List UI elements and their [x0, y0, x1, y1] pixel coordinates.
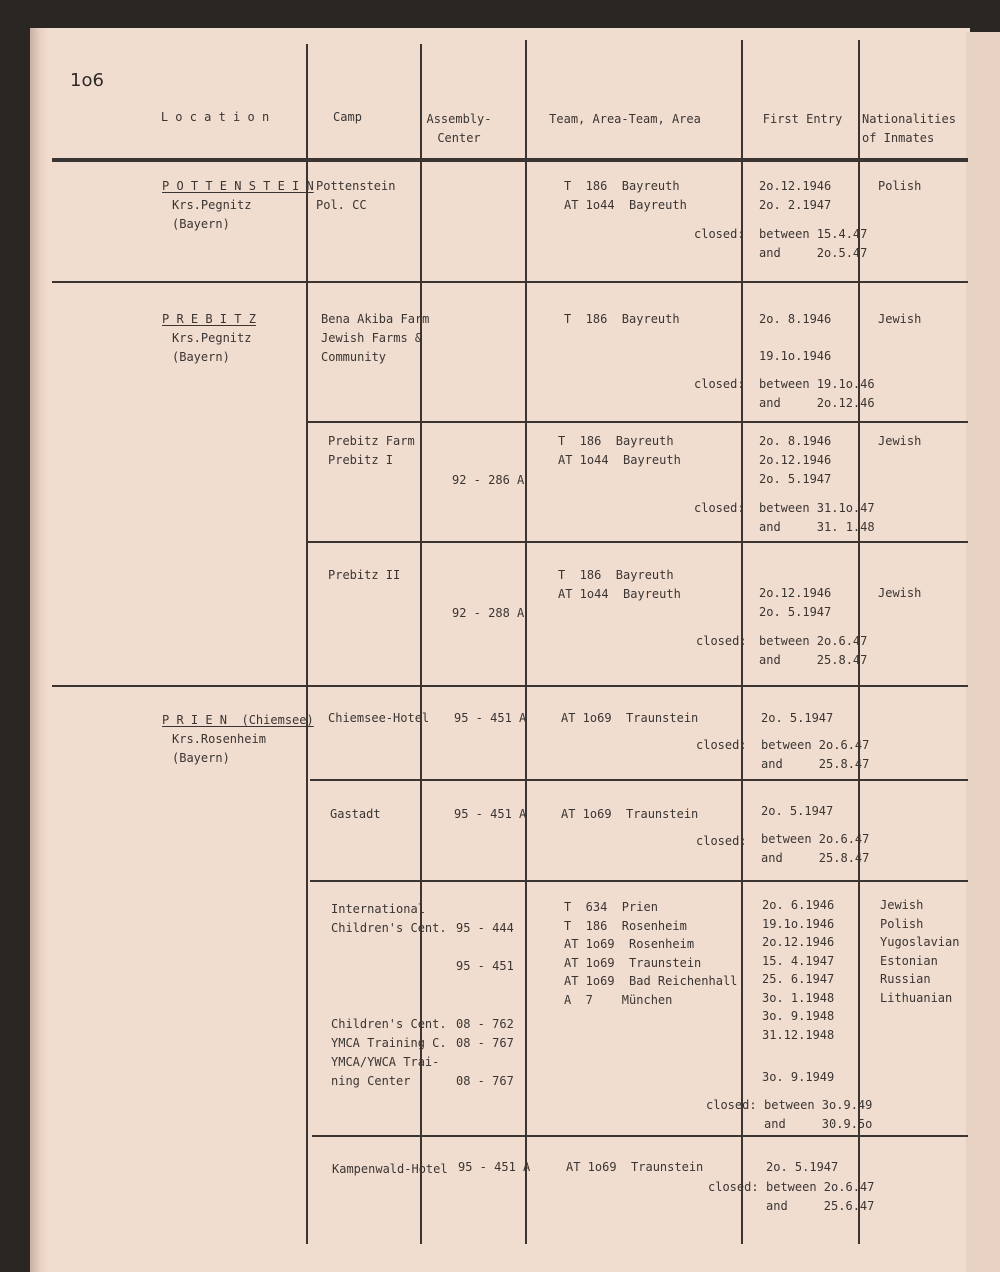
assembly-center: 95 - 451 A	[458, 1160, 531, 1174]
location-name: P O T T E N S T E I N	[162, 179, 314, 193]
closed-label: closed:	[694, 377, 745, 391]
header-camp: Camp	[333, 110, 362, 124]
first-entry: 2o. 5.1947	[766, 1160, 839, 1174]
assembly-center: 95 - 451 A	[454, 807, 527, 821]
closed-dates: between 2o.6.47 and 25.8.47	[761, 738, 870, 771]
closed-dates: between 19.1o.46 and 2o.12.46	[759, 377, 875, 410]
team-list: AT 1o69 Traunstein	[561, 711, 699, 725]
team-list: T 186 Bayreuth	[564, 312, 680, 326]
team-list: AT 1o69 Traunstein	[566, 1160, 704, 1174]
row-divider	[308, 541, 968, 543]
row-divider	[310, 779, 968, 781]
row-divider	[52, 685, 968, 687]
closed-dates: between 2o.6.47 and 25.8.47	[759, 634, 868, 667]
closed-label: closed:	[694, 501, 745, 515]
camp-name: International Children's Cent.	[331, 902, 447, 935]
first-entry: 2o. 6.1946 19.1o.1946 2o.12.1946 15. 4.1947 25. 6.1947 3o. 1.1948 3o. 9.1948 31.12.1948	[762, 898, 835, 1042]
closed-label: closed:	[696, 834, 747, 848]
first-entry: 3o. 9.1949	[762, 1070, 835, 1084]
column-divider	[525, 40, 527, 1244]
first-entry: 2o. 8.1946 2o.12.1946 2o. 5.1947	[759, 434, 832, 486]
row-divider	[310, 880, 968, 882]
row-divider	[52, 281, 968, 283]
header-rule	[52, 158, 968, 162]
column-divider	[306, 44, 308, 1244]
nationalities: Jewish Polish Yugoslavian Estonian Russian Lithuanian	[880, 898, 960, 1005]
closed-label: closed:	[696, 738, 747, 752]
assembly-center: 08 - 762 08 - 767 08 - 767	[456, 1017, 514, 1088]
header-nationalities: Nationalities of Inmates	[862, 112, 956, 145]
nationalities: Jewish	[878, 312, 922, 326]
camp-name: Gastadt	[330, 807, 381, 821]
assembly-center: 92 - 286 A	[452, 473, 525, 487]
header-location: L o c a t i o n	[160, 110, 270, 124]
location-district: Krs.Pegnitz (Bayern)	[172, 198, 252, 231]
closed-dates: between 3o.9.49 and 30.9.5o	[764, 1098, 873, 1131]
first-entry: 2o. 5.1947	[761, 711, 834, 725]
team-list: T 634 Prien T 186 Rosenheim AT 1o69 Rosenheim AT 1o69 Traunstein AT 1o69 Bad Reichenhall A 7 München	[564, 900, 738, 1007]
closed-label: closed:	[696, 634, 747, 648]
location-district: Krs.Rosenheim (Bayern)	[172, 732, 266, 765]
camp-name: Chiemsee-Hotel	[328, 711, 430, 725]
camp-name: Prebitz II	[328, 568, 401, 582]
adjacent-page-edge	[966, 32, 1000, 1272]
location-name: P R I E N (Chiemsee)	[162, 713, 314, 727]
camp-name: Kampenwald-Hotel	[332, 1162, 448, 1176]
nationalities: Jewish	[878, 434, 922, 448]
team-list: T 186 Bayreuth AT 1o44 Bayreuth	[558, 568, 681, 601]
row-divider	[312, 1135, 968, 1137]
assembly-center: 95 - 451 A	[454, 711, 527, 725]
location-district: Krs.Pegnitz (Bayern)	[172, 331, 252, 364]
closed-dates: between 2o.6.47 and 25.8.47	[761, 832, 870, 865]
assembly-center: 92 - 288 A	[452, 606, 525, 620]
team-list: AT 1o69 Traunstein	[561, 807, 699, 821]
camp-name: Bena Akiba Farm Jewish Farms & Community	[321, 312, 430, 364]
first-entry: 2o.12.1946 2o. 5.1947	[759, 586, 832, 619]
nationalities: Jewish	[878, 586, 922, 600]
page-number: 1o6	[70, 70, 104, 91]
camp-name: Children's Cent. YMCA Training C. YMCA/YWCA Trai- ning Center	[331, 1017, 447, 1088]
closed-label: closed:	[706, 1098, 757, 1112]
camp-name: Prebitz Farm Prebitz I	[328, 434, 415, 467]
header-assembly-center: Assembly- Center	[426, 112, 492, 145]
closed-dates: between 2o.6.47 and 25.6.47	[766, 1180, 875, 1213]
first-entry: 19.1o.1946	[759, 349, 832, 363]
team-list: T 186 Bayreuth AT 1o44 Bayreuth	[558, 434, 681, 467]
camp-name: Pottenstein Pol. CC	[316, 179, 396, 212]
closed-dates: between 15.4.47 and 2o.5.47	[759, 227, 868, 260]
header-team: Team, Area-Team, Area	[549, 112, 701, 126]
nationalities: Polish	[878, 179, 922, 193]
first-entry: 2o. 8.1946	[759, 312, 832, 326]
assembly-center: 95 - 444 95 - 451	[456, 921, 514, 973]
first-entry: 2o. 5.1947	[761, 804, 834, 818]
first-entry: 2o.12.1946 2o. 2.1947	[759, 179, 832, 212]
closed-dates: between 31.1o.47 and 31. 1.48	[759, 501, 875, 534]
team-list: T 186 Bayreuth AT 1o44 Bayreuth	[564, 179, 687, 212]
location-name: P R E B I T Z	[162, 312, 256, 326]
closed-label: closed:	[708, 1180, 759, 1194]
closed-label: closed:	[694, 227, 745, 241]
header-first-entry: First Entry	[762, 112, 843, 126]
row-divider	[308, 421, 968, 423]
page-binding	[30, 28, 48, 1272]
